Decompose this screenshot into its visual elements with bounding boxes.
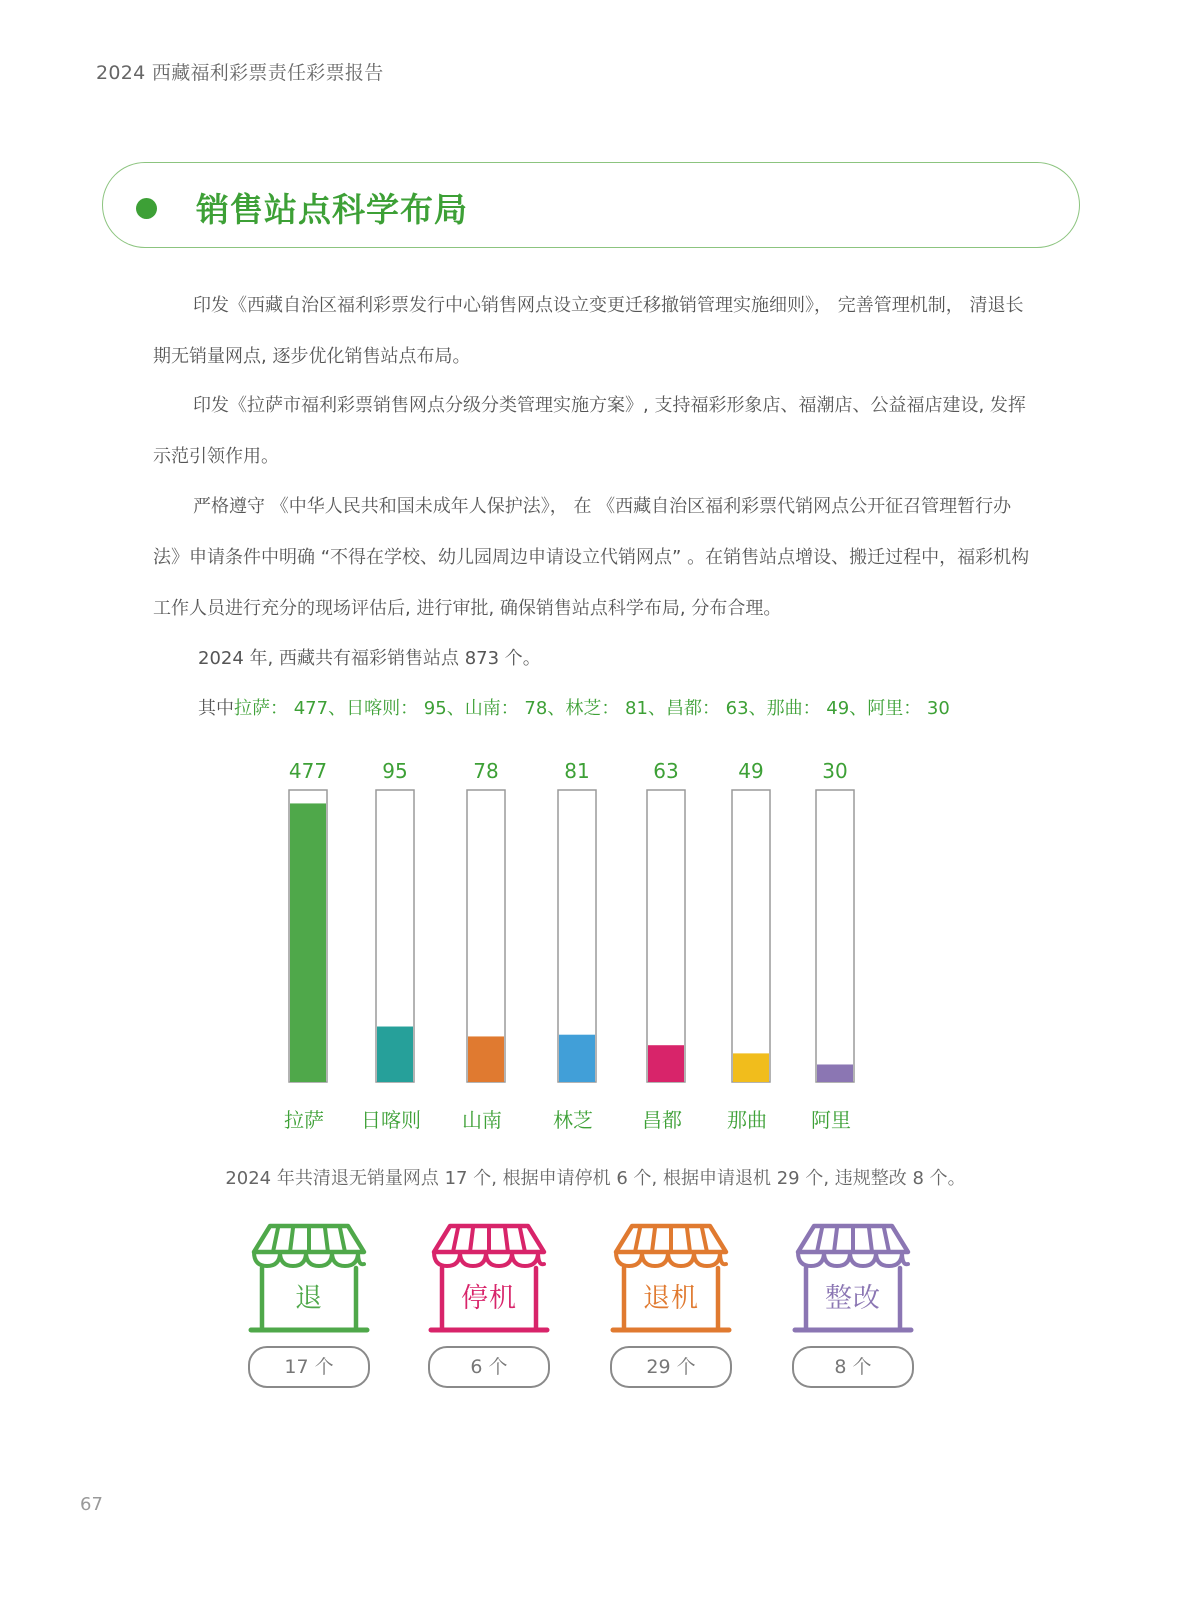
bar-value-label-2: 78 <box>473 759 499 783</box>
paragraph-1-line-2: 期无销量网点, 逐步优化销售站点布局。 <box>153 346 471 367</box>
closure-count-1: 6 个 <box>428 1346 550 1388</box>
bar-category-label-1: 日喀则 <box>361 1108 421 1132</box>
bar-track-5 <box>732 790 770 1082</box>
closure-label-2: 退机 <box>643 1283 699 1314</box>
bar-2 <box>468 1036 504 1082</box>
bar-category-label-2: 山南 <box>462 1108 502 1132</box>
bar-value-label-3: 81 <box>564 759 590 783</box>
paragraph-2-line-2: 示范引领作用。 <box>153 446 279 467</box>
station-total-summary: 2024 年, 西藏共有福彩销售站点 873 个。 <box>198 648 541 669</box>
bar-value-label-4: 63 <box>653 759 679 783</box>
closure-label-3: 整改 <box>825 1283 881 1314</box>
bar-0 <box>290 803 326 1082</box>
bar-value-label-0: 477 <box>288 759 328 783</box>
bar-category-label-3: 林芝 <box>553 1108 593 1132</box>
bar-category-label-4: 昌都 <box>642 1108 682 1132</box>
closure-label-0: 退 <box>295 1283 323 1314</box>
paragraph-3-line-2: 法》申请条件中明确 “不得在学校、幼儿园周边申请设立代销网点” 。在销售站点增设、搬迁过程中，福彩机构 <box>153 547 1030 568</box>
bar-value-label-6: 30 <box>822 759 848 783</box>
paragraph-3-line-1: 严格遵守 《中华人民共和国未成年人保护法》， 在 《西藏自治区福利彩票代销网点公开征召管理暂行办 <box>193 496 1012 517</box>
breakdown-prefix: 其中 <box>198 698 234 719</box>
bar-category-label-6: 阿里 <box>811 1108 851 1132</box>
bar-3 <box>559 1035 595 1082</box>
closure-label-1: 停机 <box>461 1283 517 1314</box>
closure-summary: 2024 年共清退无销量网点 17 个, 根据申请停机 6 个, 根据申请退机 29 个, 违规整改 8 个。 <box>225 1168 966 1189</box>
paragraph-1-line-1: 印发《西藏自治区福利彩票发行中心销售网点设立变更迁移撤销管理实施细则》， 完善管理机制， 清退长 <box>193 295 1024 316</box>
closure-count-3: 8 个 <box>792 1346 914 1388</box>
bar-category-label-0: 拉萨 <box>284 1108 324 1132</box>
section-title: 销售站点科学布局 <box>196 190 468 229</box>
paragraph-3-line-3: 工作人员进行充分的现场评估后, 进行审批, 确保销售站点科学布局, 分布合理。 <box>153 598 782 619</box>
closure-count-2: 29 个 <box>610 1346 732 1388</box>
bar-value-label-1: 95 <box>382 759 408 783</box>
bar-1 <box>377 1027 413 1082</box>
breakdown-text: 拉萨： 477、日喀则： 95、山南： 78、林芝： 81、昌都： 63、那曲： 49、阿里： 30 <box>234 698 950 719</box>
page-number: 67 <box>80 1494 103 1515</box>
bar-6 <box>817 1064 853 1082</box>
closure-count-0: 17 个 <box>248 1346 370 1388</box>
bar-track-6 <box>816 790 854 1082</box>
report-header-title: 2024 西藏福利彩票责任彩票报告 <box>96 62 384 84</box>
bar-track-4 <box>647 790 685 1082</box>
bar-5 <box>733 1053 769 1082</box>
bar-4 <box>648 1045 684 1082</box>
bar-value-label-5: 49 <box>738 759 764 783</box>
bar-category-label-5: 那曲 <box>727 1108 767 1132</box>
paragraph-2-line-1: 印发《拉萨市福利彩票销售网点分级分类管理实施方案》, 支持福彩形象店、福潮店、公益福店建设, 发挥 <box>193 395 1026 416</box>
